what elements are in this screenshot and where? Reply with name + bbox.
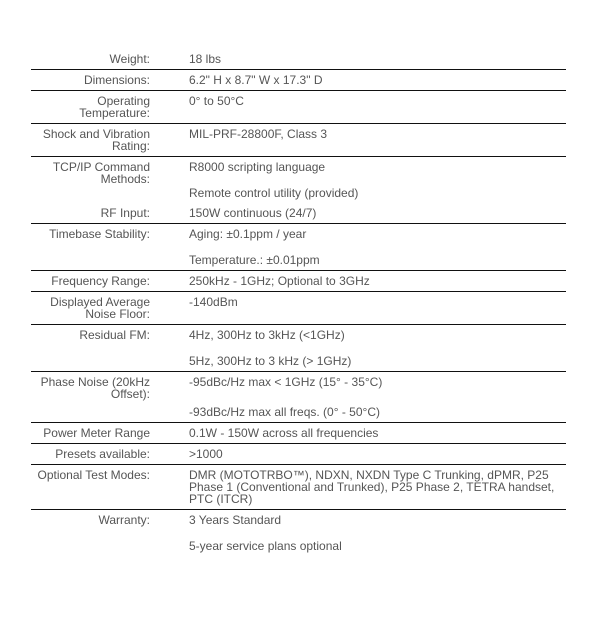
spec-value: 3 Years Standard	[189, 513, 282, 527]
spec-row-dimensions	[31, 69, 566, 90]
spec-label: Frequency Range:	[51, 274, 150, 288]
spec-label: Power Meter Range	[43, 426, 150, 440]
spec-row-optional-test-modes	[31, 464, 566, 509]
spec-label: Weight:	[109, 52, 150, 66]
spec-values	[150, 49, 566, 69]
spec-value: -95dBc/Hz max < 1GHz (15° - 35°C)	[189, 375, 383, 389]
spec-values	[150, 423, 566, 443]
spec-label: Dimensions:	[83, 73, 150, 87]
spec-row-timebase-stability	[31, 223, 566, 270]
spec-values	[150, 465, 566, 509]
spec-row-noise-floor	[31, 291, 566, 324]
spec-row-tcpip-command-methods	[31, 156, 566, 203]
spec-values	[150, 224, 566, 270]
spec-value: -140dBm	[189, 295, 238, 309]
spec-value: 5Hz, 300Hz to 3 kHz (> 1GHz)	[189, 354, 352, 368]
spec-value: 250kHz - 1GHz; Optional to 3GHz	[189, 274, 370, 288]
spec-label: Optional Test Modes:	[37, 468, 150, 482]
spec-row-shock-vibration	[31, 123, 566, 156]
spec-value: R8000 scripting language	[189, 160, 326, 174]
spec-values	[150, 91, 566, 123]
spec-label: Timebase Stability:	[49, 227, 150, 241]
spec-values	[150, 157, 566, 203]
spec-value: Remote control utility (provided)	[189, 186, 359, 200]
spec-values	[150, 271, 566, 291]
spec-value: 0° to 50°C	[189, 94, 244, 108]
spec-label: RF Input:	[100, 206, 150, 220]
spec-label: Residual FM:	[79, 328, 150, 342]
spec-row-frequency-range	[31, 270, 566, 291]
spec-values	[150, 510, 566, 556]
spec-row-weight	[31, 49, 566, 69]
spec-label: Phase Noise (20kHz Offset):	[40, 375, 150, 401]
spec-label: Shock and Vibration Rating:	[42, 127, 150, 153]
spec-values	[150, 124, 566, 156]
spec-value: 4Hz, 300Hz to 3kHz (<1GHz)	[189, 328, 345, 342]
spec-label: Operating Temperature:	[79, 94, 150, 120]
spec-value: DMR (MOTOTRBO™), NDXN, NXDN Type C Trunking, dPMR, P25 Phase 1 (Conventional and Trunked), P25 Phase 2, TETRA handset, PTC (ITCR)	[189, 468, 555, 506]
spec-values	[150, 292, 566, 324]
spec-row-power-meter-range	[31, 422, 566, 443]
spec-label: Displayed Average Noise Floor:	[50, 295, 150, 321]
spec-values	[150, 372, 566, 422]
spec-label: Presets available:	[55, 447, 150, 461]
spec-value: Aging: ±0.1ppm / year	[189, 227, 307, 241]
spec-value: 6.2" H x 8.7" W x 17.3" D	[189, 73, 323, 87]
spec-row-warranty	[31, 509, 566, 556]
spec-value: 5-year service plans optional	[189, 539, 342, 553]
spec-table	[31, 49, 566, 556]
spec-label: Warranty:	[98, 513, 150, 527]
spec-value: -93dBc/Hz max all freqs. (0° - 50°C)	[189, 405, 380, 419]
spec-values	[150, 444, 566, 464]
spec-row-operating-temperature	[31, 90, 566, 123]
spec-values	[150, 203, 566, 223]
spec-row-phase-noise	[31, 371, 566, 422]
spec-value: MIL-PRF-28800F, Class 3	[189, 127, 328, 141]
spec-values	[150, 70, 566, 90]
spec-label: TCP/IP Command Methods:	[52, 160, 150, 186]
spec-value: 150W continuous (24/7)	[189, 206, 317, 220]
spec-value: >1000	[189, 447, 223, 461]
spec-value: Temperature.: ±0.01ppm	[189, 253, 320, 267]
spec-value: 0.1W - 150W across all frequencies	[189, 426, 379, 440]
spec-values	[150, 325, 566, 371]
spec-row-rf-input	[31, 203, 566, 223]
spec-row-residual-fm	[31, 324, 566, 371]
spec-row-presets-available	[31, 443, 566, 464]
spec-value: 18 lbs	[189, 52, 222, 66]
